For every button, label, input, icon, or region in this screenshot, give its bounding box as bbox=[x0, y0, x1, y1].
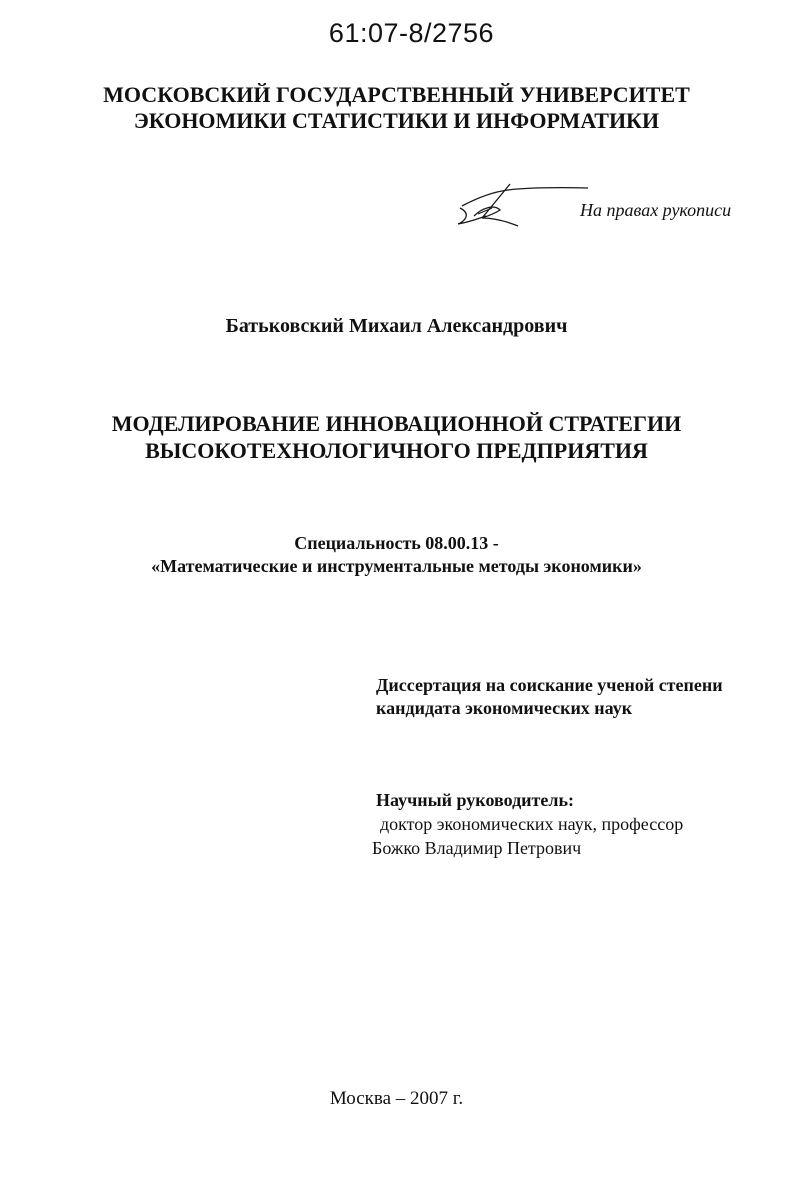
specialty-code: Специальность 08.00.13 - bbox=[294, 533, 499, 553]
university-line-2: ЭКОНОМИКИ СТАТИСТИКИ И ИНФОРМАТИКИ bbox=[133, 108, 660, 133]
university-name bbox=[0, 82, 793, 134]
specialty-name: «Математические и инструментальные методы экономики» bbox=[151, 556, 642, 576]
author-name: Батьковский Михаил Александрович bbox=[225, 315, 568, 337]
advisor-heading: Научный руководитель: bbox=[376, 790, 574, 810]
archive-code-number: 61:07-8/2756 bbox=[328, 18, 495, 48]
university-line-1: МОСКОВСКИЙ ГОСУДАРСТВЕННЫЙ УНИВЕРСИТЕТ bbox=[103, 82, 690, 107]
handwritten-signature bbox=[452, 178, 592, 233]
specialty-block bbox=[0, 532, 793, 578]
dissertation-title bbox=[0, 410, 793, 464]
manuscript-rights-note: На правах рукописи bbox=[580, 200, 732, 220]
advisor-degree: доктор экономических наук, профессор bbox=[380, 814, 684, 834]
degree-statement bbox=[376, 674, 723, 720]
scientific-advisor bbox=[372, 788, 684, 860]
advisor-name: Божко Владимир Петрович bbox=[372, 838, 582, 858]
degree-line-1: Диссертация на соискание ученой степени bbox=[376, 675, 723, 695]
degree-line-2: кандидата экономических наук bbox=[376, 698, 633, 718]
city-year: Москва – 2007 г. bbox=[329, 1088, 464, 1109]
title-line-1: МОДЕЛИРОВАНИЕ ИННОВАЦИОННОЙ СТРАТЕГИИ bbox=[111, 411, 682, 436]
title-line-2: ВЫСОКОТЕХНОЛОГИЧНОГО ПРЕДПРИЯТИЯ bbox=[145, 438, 648, 463]
